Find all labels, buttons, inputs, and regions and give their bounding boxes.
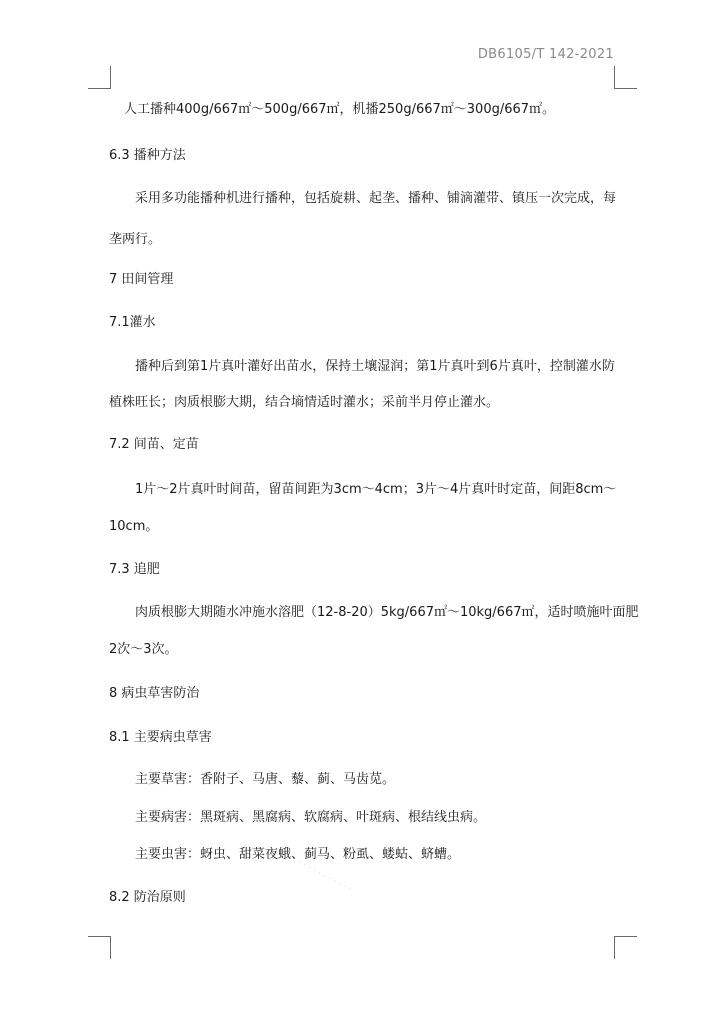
paragraph-line: 播种后到第1片真叶灌好出苗水，保持土壤湿润；第1片真叶到6片真叶，控制灌水防 bbox=[135, 359, 615, 374]
section-heading-7: 7 田间管理 bbox=[109, 272, 174, 287]
section-heading-8: 8 病虫草害防治 bbox=[109, 686, 200, 701]
seeding-rate-line: 人工播种400g/667㎡～500g/667㎡，机播250g/667㎡～300g/667㎡。 bbox=[124, 102, 556, 117]
paragraph-line: 肉质根膨大期随水冲施水溶肥（12-8-20）5kg/667㎡～10kg/667㎡，适时喷施叶面肥 bbox=[135, 605, 639, 620]
paragraph-line: 2次～3次。 bbox=[109, 642, 178, 657]
section-heading-7-2: 7.2 间苗、定苗 bbox=[109, 437, 199, 452]
paragraph-line: 采用多功能播种机进行播种，包括旋耕、起垄、播种、铺滴灌带、镇压一次完成，每 bbox=[135, 191, 617, 206]
crop-mark-top-left bbox=[88, 66, 111, 89]
section-heading-7-3: 7.3 追肥 bbox=[109, 562, 160, 577]
paragraph-line: 10cm。 bbox=[109, 519, 159, 534]
section-heading-7-1: 7.1灌水 bbox=[109, 315, 156, 330]
paragraph-line: 垄两行。 bbox=[109, 232, 162, 247]
paragraph-line: 主要虫害：蚜虫、甜菜夜蛾、蓟马、粉虱、蝼蛄、蛴螬。 bbox=[135, 847, 461, 862]
crop-mark-bottom-right bbox=[614, 936, 637, 959]
paragraph-line: 植株旺长；肉质根膨大期，结合墒情适时灌水；采前半月停止灌水。 bbox=[109, 395, 500, 410]
paragraph-line: 1片～2片真叶时间苗，留苗间距为3cm～4cm；3片～4片真叶时定苗，间距8cm～ bbox=[135, 482, 617, 497]
watermark: · · · · · · · · · · · bbox=[295, 858, 354, 896]
paragraph-line: 主要草害：香附子、马唐、藜、蓟、马齿苋。 bbox=[135, 772, 396, 787]
section-heading-8-1: 8.1 主要病虫草害 bbox=[109, 730, 212, 745]
crop-mark-top-right bbox=[614, 66, 637, 89]
paragraph-line: 主要病害：黑斑病、黑腐病、软腐病、叶斑病、根结线虫病。 bbox=[135, 810, 487, 825]
crop-mark-bottom-left bbox=[88, 936, 111, 959]
section-heading-6-3: 6.3 播种方法 bbox=[109, 148, 186, 163]
section-heading-8-2: 8.2 防治原则 bbox=[109, 890, 186, 905]
document-code: DB6105/T 142-2021 bbox=[477, 47, 614, 62]
